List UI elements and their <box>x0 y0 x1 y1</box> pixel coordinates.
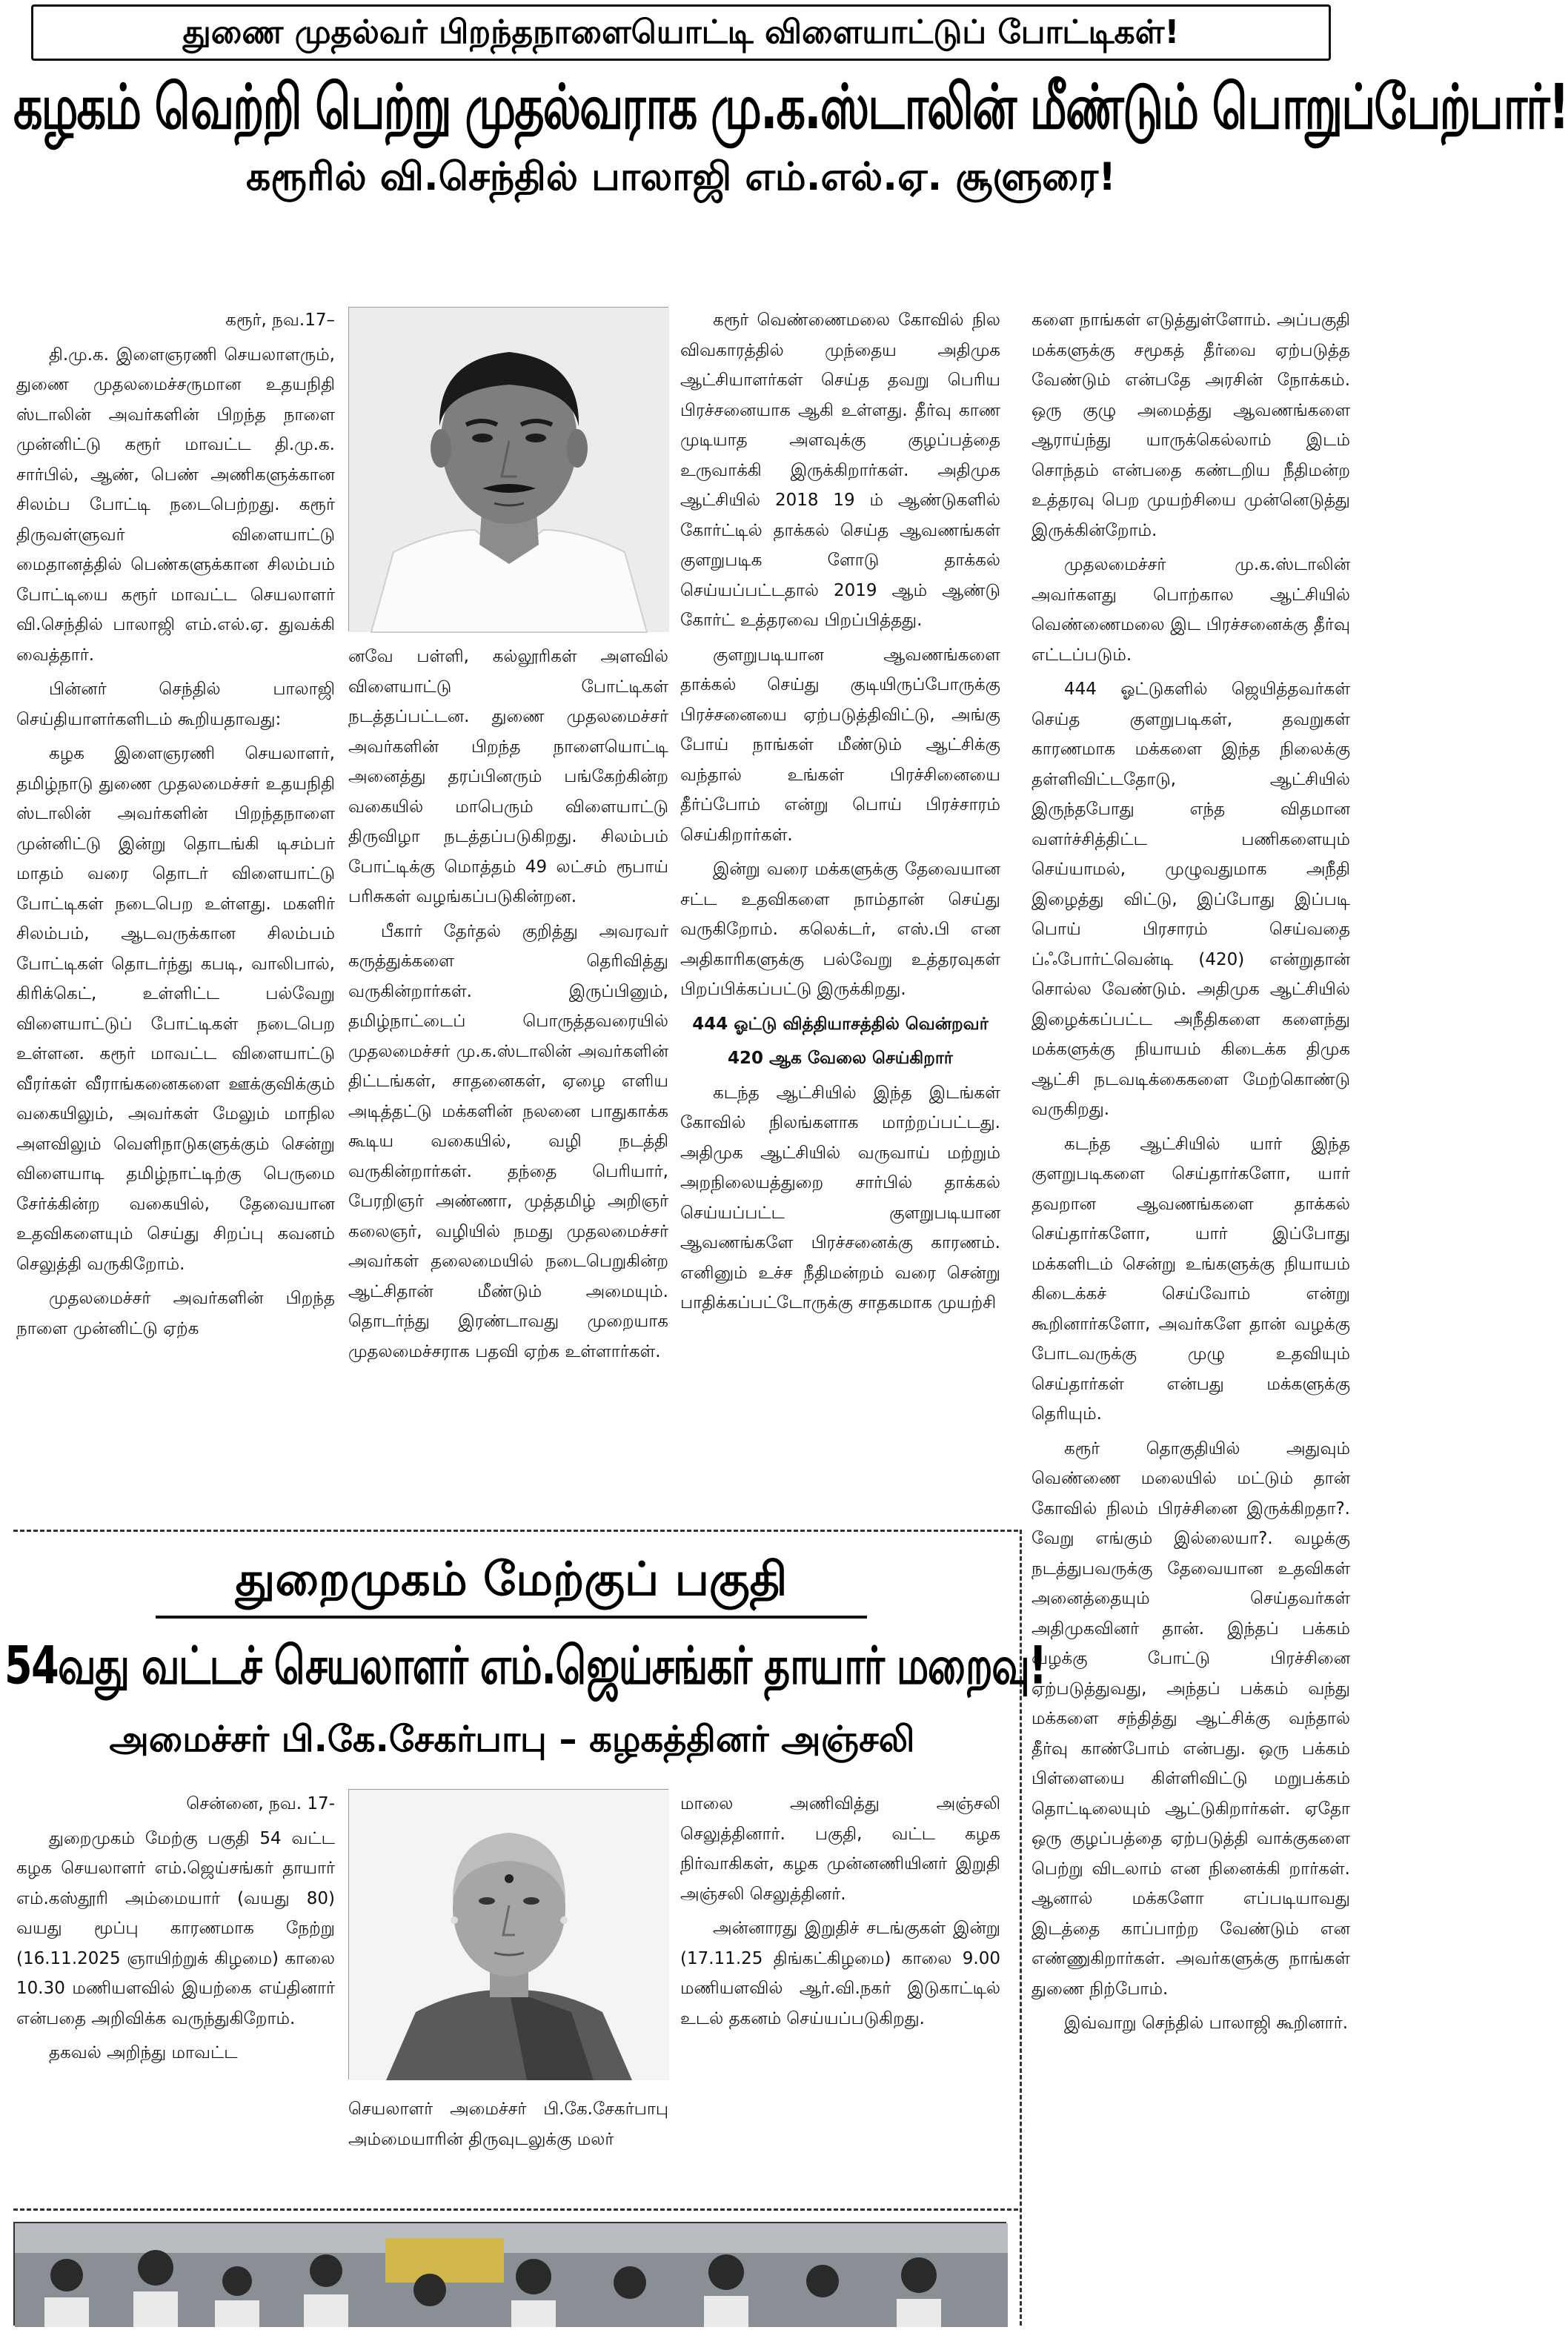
paragraph: தி.மு.க. இளைஞரணி செயலாளரும், துணை முதலமைச்சருமான உதயநிதி ஸ்டாலின் அவர்களின் பிறந்த நாளை முன்னிட்டு கரூர் மாவட்ட தி.மு.க. சார்பில், ஆண், பெண் அணிகளுக்கான சிலம்ப போட்டி நடைபெற்றது. கரூர் திருவள்ளுவர் விளையாட்டு மைதானத்தில் பெண்களுக்கான சிலம்பம் போட்டியை கரூர் மாவட்ட செயலாளர் வி.செந்தில் பாலாஜி எம்.எல்.ஏ. துவக்கி வைத்தார். <box>16 345 335 665</box>
top-banner: துணை முதல்வர் பிறந்தநாளையொட்டி விளையாட்டுப் போட்டிகள்! <box>182 13 1180 51</box>
paragraph: பீகார் தேர்தல் குறித்து அவரவர் கருத்துக்களை தெரிவித்து வருகின்றார்கள். இருப்பினும், தமிழ்நாட்டைப் பொருத்தவரையில் முதலமைச்சர் மு.க.ஸ்டாலின் அவர்களின் திட்டங்கள், சாதனைகள், ஏழை எளிய அடித்தட்டு மக்களின் நலனை பாதுகாக்க கூடிய வகையில், வழி நடத்தி வருகின்றார்கள். தந்தை பெரியார், பேரறிஞர் அண்ணா, முத்தமிழ் அறிஞர் கலைஞர், வழியில் நமது முதலமைச்சர் அவர்கள் தலைமையில் நடைபெறுகின்ற ஆட்சிதான் மீண்டும் அமையும். தொடர்ந்து இரண்டாவது முறையாக முதலமைச்சராக பதவி ஏற்க உள்ளார்கள். <box>348 921 668 1361</box>
paragraph: கரூர் தொகுதியில் அதுவும் வெண்ணை மலையில் மட்டும் தான் கோவில் நிலம் பிரச்சினை இருக்கிறதா?. வேறு எங்கும் இல்லையா?. வழக்கு நடத்துபவருக்கு தேவையான உதவிகள் அனைத்தையும் செய்தவர்கள் அதிமுகவினர் தான். இந்தப் பக்கம் வழக்கு போட்டு பிரச்சினை ஏற்படுத்துவது, அந்தப் பக்கம் வந்து மக்களை சந்தித்து ஆட்சிக்கு வந்தால் தீர்வு காண்போம் என்பது. ஒரு பக்கம் பிள்ளையை கிள்ளிவிட்டு மறுபக்கம் தொட்டிலையும் ஆட்டுகிறார்கள். ஏதோ ஒரு குழப்பத்தை ஏற்படுத்தி வாக்குகளை பெற்று விடலாம் என நினைக்கி றார்கள். ஆனால் மக்களோ எப்படியாவது இடத்தை காப்பாற்ற வேண்டும் என எண்ணுகிறார்கள். அவர்களுக்கு நாங்கள் துணை நிற்போம். <box>1032 1438 1350 1999</box>
section2-kicker: துறைமுகம் மேற்குப் பகுதி <box>235 1552 788 1607</box>
story1-col2 <box>348 642 668 1371</box>
story1-photo <box>348 307 668 631</box>
paragraph: கடந்த ஆட்சியில் இந்த இடங்கள் கோவில் நிலங்களாக மாற்றப்பட்டது. அதிமுக ஆட்சியில் வருவாய் மற்றும் அறநிலையத்துறை சார்பில் தாக்கல் செய்யப்பட்ட குளறுபடியான ஆவணங்களே பிரச்சனைக்கு காரணம். எனினும் உச்ச நீதிமன்றம் வரை சென்று பாதிக்கப்பட்டோருக்கு சாதகமாக முயற்சி <box>680 1083 1000 1312</box>
bottom-photo <box>13 2222 1006 2326</box>
section-divider <box>13 1530 1018 1532</box>
paragraph: இன்று வரை மக்களுக்கு தேவையான சட்ட உதவிகளை நாம்தான் செய்து வருகிறோம். கலெக்டர், எஸ்.பி என அதிகாரிகளுக்கு பல்வேறு உத்தரவுகள் பிறப்பிக்கப்பட்டு இருக்கிறது. <box>680 860 1000 999</box>
section2-subheadline: அமைச்சர் பி.கே.சேகர்பாபு – கழகத்தினர் அஞ்சலி <box>109 1719 915 1760</box>
story1-col1 <box>16 305 335 1348</box>
section2-col1 <box>16 1789 335 2073</box>
section2-col3 <box>680 1789 1000 2038</box>
portrait-image <box>349 1790 669 2080</box>
paragraph: இவ்வாறு செந்தில் பாலாஜி கூறினார். <box>1064 2014 1349 2033</box>
section2-dateline: சென்னை, நவ. 17- <box>186 1794 335 1813</box>
paragraph: களை நாங்கள் எடுத்துள்ளோம். அப்பகுதி மக்களுக்கு சமூகத் தீர்வை ஏற்படுத்த வேண்டும் என்பதே அரசின் நோக்கம். ஒரு குழு அமைத்து ஆவணங்களை ஆராய்ந்து யாருக்கெல்லாம் இடம் சொந்தம் என்பதை கண்டறிய நீதிமன்ற உத்தரவு பெற முயற்சியை முன்னெடுத்து இருக்கின்றோம். <box>1032 311 1350 540</box>
paragraph: கரூர் வெண்ணைமலை கோவில் நில விவகாரத்தில் முந்தைய அதிமுக ஆட்சியாளர்கள் செய்த தவறு பெரிய பிரச்சனையாக ஆகி உள்ளது. தீர்வு காண முடியாத அளவுக்கு குழப்பத்தை உருவாக்கி இருக்கிறார்கள். அதிமுக ஆட்சியில் 2018 19 ம் ஆண்டுகளில் கோர்ட்டில் தாக்கல் செய்த ஆவணங்கள் குளறுபடிக ளோடு தாக்கல் செய்யப்பட்டதால் 2019 ஆம் ஆண்டு கோர்ட் உத்தரவை பிறப்பித்தது. <box>680 311 1000 630</box>
paragraph: னவே பள்ளி, கல்லூரிகள் அளவில் விளையாட்டு போட்டிகள் நடத்தப்பட்டன. துணை முதலமைச்சர் அவர்களின் பிறந்த நாளையொட்டி அனைத்து தரப்பினரும் பங்கேற்கின்ற வகையில் மாபெரும் விளையாட்டு திருவிழா நடத்தப்படுகிறது. சிலம்பம் போட்டிக்கு மொத்தம் 49 லட்சம் ரூபாய் பரிசுகள் வழங்கப்படுகின்றன. <box>348 647 668 906</box>
section2-caption <box>348 2094 668 2159</box>
paragraph: மாலை அணிவித்து அஞ்சலி செலுத்தினார். பகுதி, வட்ட கழக நிர்வாகிகள், கழக முன்னணியினர் இறுதி அஞ்சலி செலுத்தினர். <box>680 1794 1000 1904</box>
top-banner-box <box>31 4 1331 61</box>
story1-col4 <box>1032 305 1350 2043</box>
paragraph: துறைமுகம் மேற்கு பகுதி 54 வட்ட கழக செயலாளர் எம்.ஜெய்சங்கர் தாயார் எம்.கஸ்தூரி அம்மையார் (வயது 80) வயது மூப்பு காரணமாக நேற்று (16.11.2025 ஞாயிற்றுக் கிழமை) காலை 10.30 மணியளவில் இயற்கை எய்தினார் என்பதை அறிவிக்க வருந்துகிறோம். <box>16 1828 335 2028</box>
paragraph: கழக இளைஞரணி செயலாளர், தமிழ்நாடு துணை முதலமைச்சர் உதயநிதி ஸ்டாலின் அவர்களின் பிறந்தநாளை முன்னிட்டு இன்று தொடங்கி டிசம்பர் மாதம் வரை தொடர் விளையாட்டு போட்டிகள் நடைபெற உள்ளது. மகளிர் சிலம்பம், ஆடவருக்கான சிலம்பம் போட்டிகள் தொடர்ந்து கபடி, வாலிபால், கிரிக்கெட், உள்ளிட்ட பல்வேறு விளையாட்டுப் போட்டிகள் நடைபெற உள்ளன. கரூர் மாவட்ட விளையாட்டு வீரர்கள் வீராங்கனைகளை ஊக்குவிக்கும் வகையிலும், அவர்கள் மேலும் மாநில அளவிலும் வெளிநாடுகளுக்கும் சென்று விளையாடி தமிழ்நாட்டிற்கு பெருமை சேர்க்கின்ற வகையில், தேவையான உதவிகளையும் செய்து சிறப்பு கவனம் செலுத்தி வருகிறோம். <box>16 744 335 1274</box>
section2-photo <box>348 1789 668 2080</box>
portrait-image <box>349 308 669 632</box>
photo-caption: செயலாளர் அமைச்சர் பி.கே.சேகர்பாபு அம்மையாரின் திருவுடலுக்கு மலர் <box>348 2100 668 2149</box>
paragraph: குளறுபடியான ஆவணங்களை தாக்கல் செய்து குடியிருப்போருக்கு பிரச்சனையை ஏற்படுத்திவிட்டு, அங்கு போய் நாங்கள் மீண்டும் ஆட்சிக்கு வந்தால் உங்கள் பிரச்சினையை தீர்ப்போம் என்று பொய் பிரச்சாரம் செய்கிறார்கள். <box>680 645 1000 845</box>
main-headline: கழகம் வெற்றி பெற்று முதல்வராக மு.க.ஸ்டாலின் மீண்டும் பொறுப்பேற்பார்! <box>13 70 1568 144</box>
section2-headline: 54வது வட்டச் செயலாளர் எம்.ஜெய்சங்கர் தாயார் மறைவு! <box>4 1635 1046 1696</box>
paragraph: அன்னாரது இறுதிச் சடங்குகள் இன்று (17.11.25 திங்கட்கிழமை) காலை 9.00 மணியளவில் ஆர்.வி.நகர் இடுகாட்டில் உடல் தகனம் செய்யப்படுகிறது. <box>680 1919 1000 2028</box>
story1-col3-subhead2: 420 ஆக வேலை செய்கிறார் <box>728 1049 953 1068</box>
main-subheadline: கரூரில் வி.செந்தில் பாலாஜி எம்.எல்.ஏ. சூளுரை! <box>246 155 1116 199</box>
section2-kicker-box <box>156 1543 867 1619</box>
story1-dateline: கரூர், நவ.17– <box>225 311 335 330</box>
story1-col3 <box>680 305 1000 1323</box>
paragraph: முதலமைச்சர் அவர்களின் பிறந்த நாளை முன்னிட்டு ஏற்க <box>16 1289 335 1338</box>
paragraph: முதலமைச்சர் மு.க.ஸ்டாலின் அவர்களது பொற்கால ஆட்சியில் வெண்ணைமலை இட பிரச்சனைக்கு தீர்வு எட்டப்படும். <box>1032 555 1350 665</box>
paragraph: 444 ஓட்டுகளில் ஜெயித்தவர்கள் செய்த குளறுபடிகள், தவறுகள் காரணமாக மக்களை இந்த நிலைக்கு தள்ளிவிட்டதோடு, ஆட்சியில் இருந்தபோது எந்த விதமான வளர்ச்சித்திட்ட பணிகளையும் செய்யாமல், முழுவதுமாக அநீதி இழைத்து விட்டு, இப்போது இப்படி பொய் பிரசாரம் செய்வதை ப்ஃபோர்ட்வென்டி (420) என்றுதான் சொல்ல வேண்டும். அதிமுக ஆட்சியில் இழைக்கப்பட்ட அநீதிகளை களைந்து மக்களுக்கு நியாயம் கிடைக்க திமுக ஆட்சி நடவடிக்கைகளை மேற்கொண்டு வருகிறது. <box>1032 680 1350 1119</box>
story1-col3-subhead1: 444 ஓட்டு வித்தியாசத்தில் வென்றவர் <box>692 1014 989 1034</box>
section-divider <box>13 2208 1018 2211</box>
paragraph: தகவல் அறிந்து மாவட்ட <box>49 2043 238 2062</box>
paragraph: பின்னர் செந்தில் பாலாஜி செய்தியாளர்களிடம் கூறியதாவது: <box>16 680 335 729</box>
paragraph: கடந்த ஆட்சியில் யார் இந்த குளறுபடிகளை செய்தார்களோ, யார் தவறான ஆவணங்களை தாக்கல் செய்தார்களோ, யார் இப்போது மக்களிடம் சென்று உங்களுக்கு நியாயம் கிடைக்கச் செய்வோம் என்று கூறினார்களோ, அவர்களே தான் வழக்கு போடவருக்கு முழு உதவியும் செய்தார்கள் என்பது மக்களுக்கு தெரியும். <box>1032 1134 1350 1424</box>
crowd-image <box>15 2223 1008 2327</box>
